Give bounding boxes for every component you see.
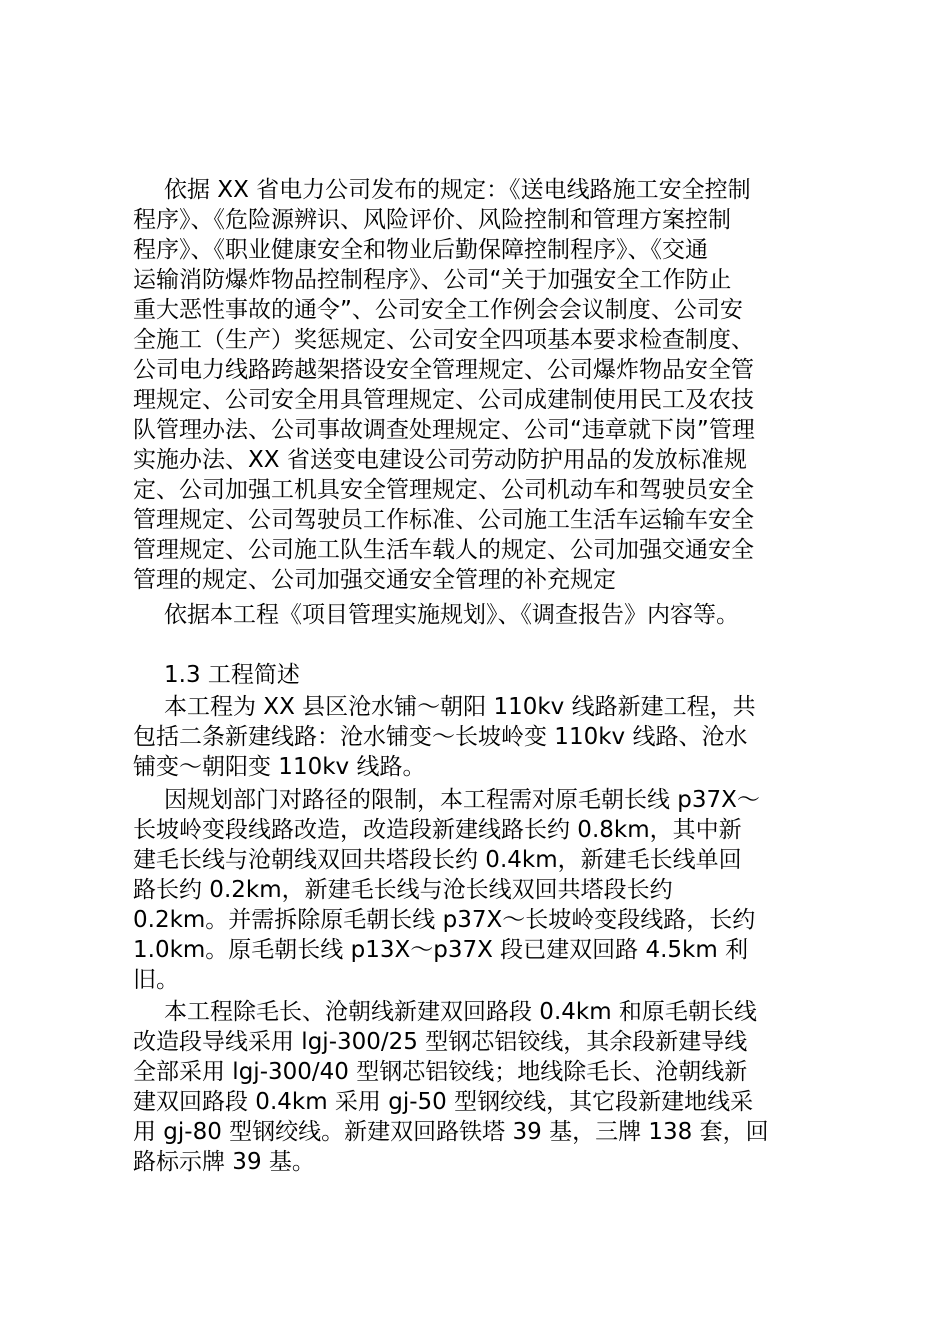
paragraph-conductor-line: 用 gj-80 型钢绞线。新建双回路铁塔 39 基，三牌 138 套，回 <box>133 1119 769 1145</box>
paragraph-project-basis: 依据本工程《项目管理实施规划》、《调查报告》内容等。 <box>164 602 739 628</box>
paragraph-reroute-line: 因规划部门对路径的限制，本工程需对原毛朝长线 p37X～ <box>164 787 760 813</box>
paragraph-conductor-line: 本工程除毛长、沧朝线新建双回路段 0.4km 和原毛朝长线 <box>164 999 757 1025</box>
paragraph-basis-line: 队管理办法、公司事故调查处理规定、公司“违章就下岗”管理 <box>133 417 755 443</box>
paragraph-overview-line: 铺变～朝阳变 110kv 线路。 <box>133 754 426 780</box>
paragraph-overview-line: 本工程为 XX 县区沧水铺～朝阳 110kv 线路新建工程，共 <box>164 694 756 720</box>
paragraph-basis-line: 公司电力线路跨越架搭设安全管理规定、公司爆炸物品安全管 <box>133 357 754 383</box>
section-heading: 1.3 工程简述 <box>164 662 300 688</box>
paragraph-conductor-line: 建双回路段 0.4km 采用 gj-50 型钢绞线，其它段新建地线采 <box>133 1089 754 1115</box>
paragraph-reroute-line: 旧。 <box>133 967 179 993</box>
paragraph-reroute-line: 建毛长线与沧朝线双回共塔段长约 0.4km，新建毛长线单回 <box>133 847 742 873</box>
paragraph-basis-line: 理规定、公司安全用具管理规定、公司成建制使用民工及农技 <box>133 387 754 413</box>
paragraph-basis-line: 依据 XX 省电力公司发布的规定：《送电线路施工安全控制 <box>164 177 751 203</box>
paragraph-basis-line: 定、公司加强工机具安全管理规定、公司机动车和驾驶员安全 <box>133 477 754 503</box>
paragraph-basis-line: 程序》、《职业健康安全和物业后勤保障控制程序》、《交通 <box>133 237 708 263</box>
paragraph-basis-line: 运输消防爆炸物品控制程序》、公司“关于加强安全工作防止 <box>133 267 732 293</box>
paragraph-conductor-line: 改造段导线采用 lgj-300/25 型钢芯铝铰线，其余段新建导线 <box>133 1029 748 1055</box>
paragraph-reroute-line: 0.2km。并需拆除原毛朝长线 p37X～长坡岭变段线路，长约 <box>133 907 756 933</box>
paragraph-basis-line: 管理规定、公司驾驶员工作标准、公司施工生活车运输车安全 <box>133 507 754 533</box>
paragraph-basis-line: 管理的规定、公司加强交通安全管理的补充规定 <box>133 567 616 593</box>
paragraph-reroute-line: 1.0km。原毛朝长线 p13X～p37X 段已建双回路 4.5km 利 <box>133 937 749 963</box>
paragraph-overview-line: 包括二条新建线路：沧水铺变～长坡岭变 110kv 线路、沧水 <box>133 724 748 750</box>
paragraph-basis-line: 实施办法、XX 省送变电建设公司劳动防护用品的发放标准规 <box>133 447 747 473</box>
paragraph-basis-line: 程序》、《危险源辨识、风险评价、风险控制和管理方案控制 <box>133 207 731 233</box>
paragraph-reroute-line: 路长约 0.2km，新建毛长线与沧长线双回共塔段长约 <box>133 877 673 903</box>
paragraph-conductor-line: 路标示牌 39 基。 <box>133 1149 315 1175</box>
paragraph-conductor-line: 全部采用 lgj-300/40 型钢芯铝铰线；地线除毛长、沧朝线新 <box>133 1059 748 1085</box>
paragraph-basis-line: 重大恶性事故的通令”、公司安全工作例会会议制度、公司安 <box>133 297 743 323</box>
paragraph-basis-line: 管理规定、公司施工队生活车载人的规定、公司加强交通安全 <box>133 537 754 563</box>
paragraph-reroute-line: 长坡岭变段线路改造，改造段新建线路长约 0.8km，其中新 <box>133 817 742 843</box>
paragraph-basis-line: 全施工（生产）奖惩规定、公司安全四项基本要求检查制度、 <box>133 327 754 353</box>
